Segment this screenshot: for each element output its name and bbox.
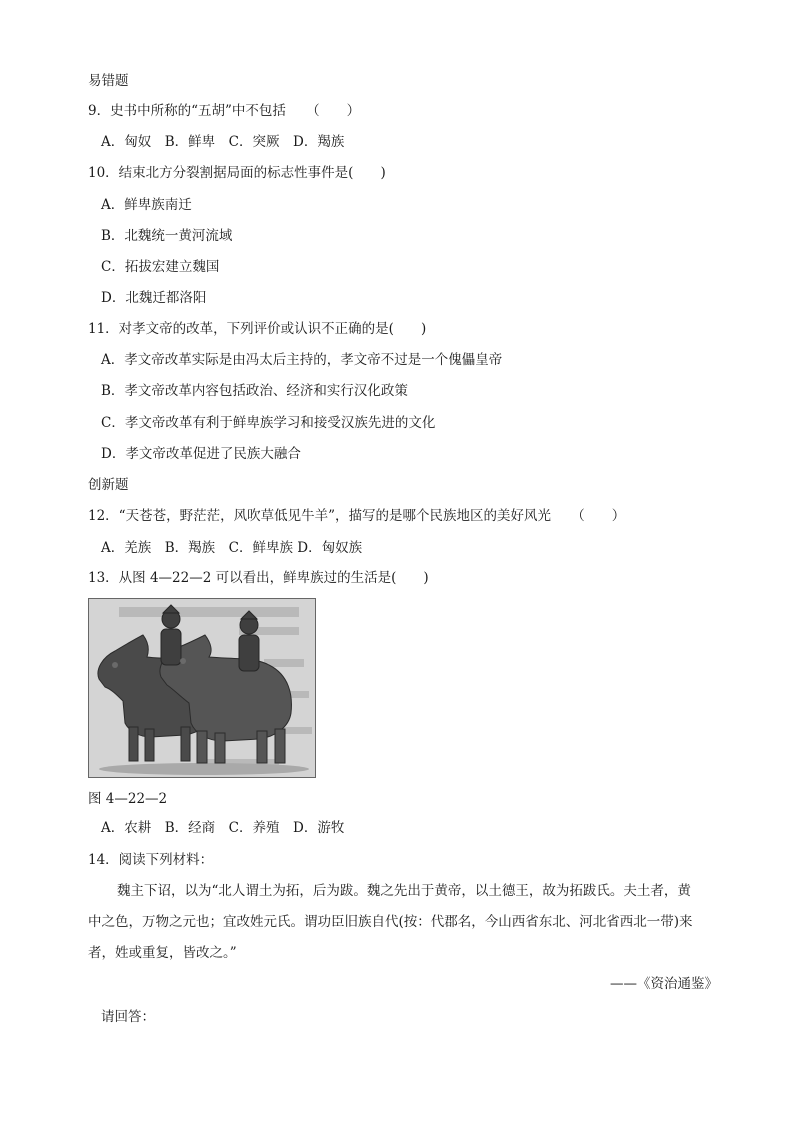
question-10-option-c: C．拓拔宏建立魏国 — [101, 259, 220, 275]
material-line-3: 者，姓或重复，皆改之。” — [88, 945, 237, 961]
question-10-option-d: D．北魏迁都洛阳 — [101, 290, 207, 306]
question-12-options: A．羌族 B．羯族 C．鲜卑族 D．匈奴族 — [101, 540, 363, 556]
material-source: ——《资治通鉴》 — [610, 976, 718, 992]
question-10-option-b: B．北魏统一黄河流域 — [101, 228, 233, 244]
figure-terracotta-horse-riders-image — [88, 598, 316, 778]
section-heading-innovation: 创新题 — [88, 477, 129, 493]
section-heading-easy-mistake: 易错题 — [88, 73, 129, 89]
question-12-stem: 12．“天苍苍，野茫茫，风吹草低见牛羊”，描写的是哪个民族地区的美好风光 （ ） — [88, 508, 626, 524]
question-9-stem: 9．史书中所称的“五胡”中不包括 （ ） — [88, 103, 361, 119]
question-11-option-c: C．孝文帝改革有利于鲜卑族学习和接受汉族先进的文化 — [101, 415, 436, 431]
question-13-options: A．农耕 B．经商 C．养殖 D．游牧 — [101, 820, 345, 836]
question-10-option-a: A．鲜卑族南迁 — [101, 197, 192, 213]
question-11-option-a: A．孝文帝改革实际是由冯太后主持的，孝文帝不过是一个傀儡皇帝 — [101, 352, 503, 368]
question-14-stem: 14．阅读下列材料： — [88, 852, 214, 868]
question-11-option-d: D．孝文帝改革促进了民族大融合 — [101, 446, 301, 462]
figure-caption: 图 4—22—2 — [88, 791, 168, 807]
question-13-stem: 13．从图 4—22—2 可以看出，鲜卑族过的生活是( ) — [88, 570, 429, 586]
material-line-2: 中之色，万物之元也；宜改姓元氏。谓功臣旧族自代(按：代郡名，今山西省东北、河北省西北一带)来 — [88, 914, 693, 930]
question-11-stem: 11．对孝文帝的改革，下列评价或认识不正确的是( ) — [88, 321, 427, 337]
question-11-option-b: B．孝文帝改革内容包括政治、经济和实行汉化政策 — [101, 383, 408, 399]
answer-prompt: 请回答： — [101, 1009, 155, 1025]
question-10-stem: 10．结束北方分裂割据局面的标志性事件是( ) — [88, 165, 386, 181]
question-9-options: A．匈奴 B．鲜卑 C．突厥 D．羯族 — [101, 134, 345, 150]
material-line-1: 魏主下诏，以为“北人谓土为拓，后为跋。魏之先出于黄帝，以土德王，故为拓跋氏。夫土者，黄 — [117, 883, 691, 899]
